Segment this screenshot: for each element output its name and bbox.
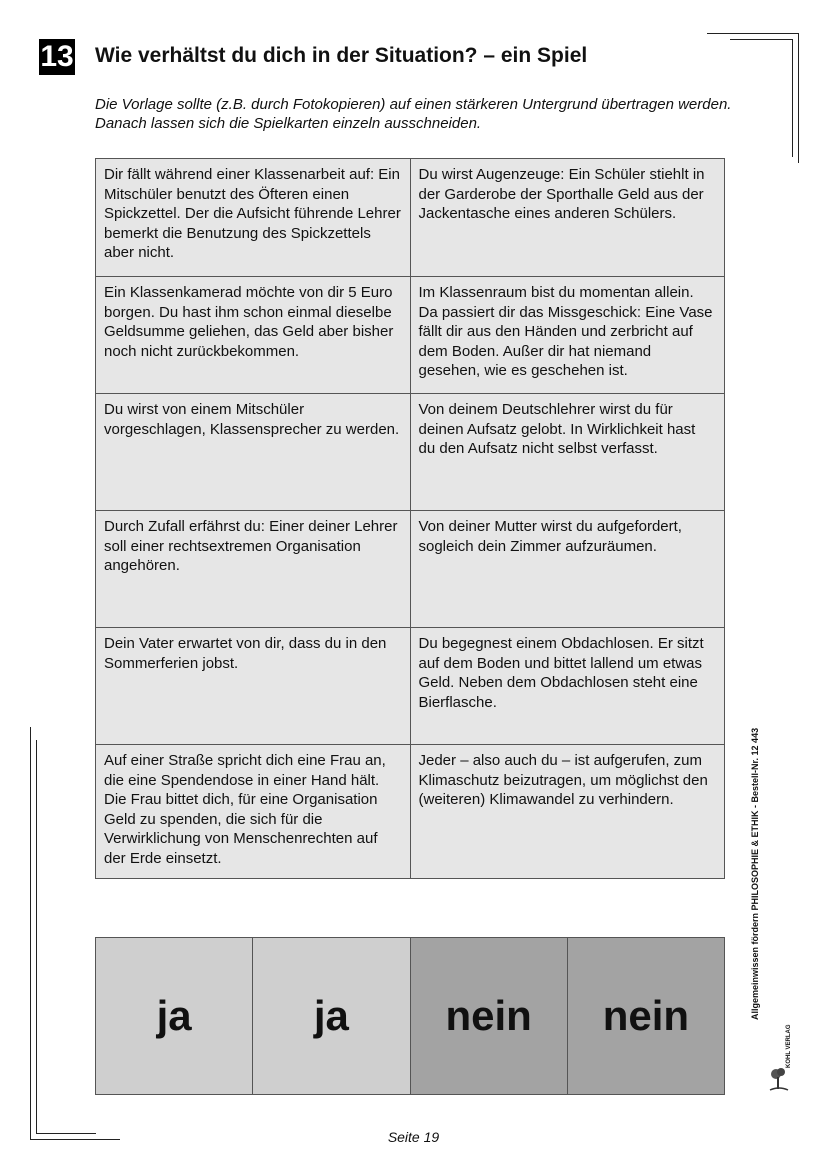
game-card: Von deinem Deutschlehrer wirst du für deinen Aufsatz gelobt. In Wirklichkeit hast du den Aufsatz nicht selbst verfasst. [410,394,725,511]
game-card: Im Klassenraum bist du momentan allein. Da passiert dir das Missgeschick: Eine Vase fällt dir aus den Händen und zerbricht auf dem Boden. Außer dir hat niemand gesehen, wie es geschehen ist. [410,277,725,394]
table-row [96,745,725,879]
answer-card-ja-2: ja [253,938,410,1094]
publisher-logo [768,1066,790,1094]
game-card: Dein Vater erwartet von dir, dass du in den Sommerferien jobst. [96,628,411,745]
game-card: Durch Zufall erfährst du: Einer deiner Lehrer soll einer rechtsextremen Organisation angehören. [96,511,411,628]
answer-card-ja-1: ja [96,938,253,1094]
side-order-text: Allgemeinwissen fördern PHILOSOPHIE & ETHIK - Bestell-Nr. 12 443 [750,727,760,1020]
frame-top-line-inner [730,39,792,40]
table-row [96,394,725,511]
game-card: Du begegnest einem Obdachlosen. Er sitzt auf dem Boden und bittet lallend um etwas Geld. Neben dem Obdachlosen steht eine Bierflasche. [410,628,725,745]
answer-card-nein-2: nein [568,938,724,1094]
exercise-number: 13 [40,40,74,73]
game-card: Du wirst von einem Mitschüler vorgeschlagen, Klassensprecher zu werden. [96,394,411,511]
game-card: Ein Klassenkamerad möchte von dir 5 Euro borgen. Du hast ihm schon einmal dieselbe Geldsumme geliehen, das Geld aber bisher noch nicht zurückbekommen. [96,277,411,394]
game-card: Auf einer Straße spricht dich eine Frau an, die eine Spendendose in einer Hand hält. Die Frau bittet dich, für eine Organisation Geld zu spenden, die sich für die Verwirklichung von Menschenrechten auf der Erde einsetzt. [96,745,411,879]
publisher-name: KOHL VERLAG [786,1024,792,1068]
game-card: Dir fällt während einer Klassenarbeit auf: Ein Mitschüler benutzt des Öfteren einen Spickzettel. Der die Aufsicht führende Lehrer bemerkt die Benutzung des Spickzettels aber nicht. [96,159,411,277]
page-number: Seite 19 [387,1129,440,1145]
frame-right-line [798,33,799,163]
intro-text: Die Vorlage sollte (z.B. durch Fotokopieren) auf einen stärkeren Untergrund übertragen werden. Danach lassen sich die Spielkarten einzeln ausschneiden. [95,96,732,132]
game-cards-table [95,158,725,879]
table-row [96,277,725,394]
answer-card-nein-1: nein [411,938,568,1094]
game-card: Von deiner Mutter wirst du aufgefordert, sogleich dein Zimmer aufzuräumen. [410,511,725,628]
answer-cards [95,937,725,1095]
frame-left-line [30,727,31,1139]
table-row [96,628,725,745]
game-card: Jeder – also auch du – ist aufgerufen, zum Klimaschutz beizutragen, um möglichst den (weiteren) Klimawandel zu verhindern. [410,745,725,879]
frame-left-line-inner [36,740,37,1133]
table-row [96,511,725,628]
frame-right-line-inner [792,39,793,157]
frame-top-line [707,33,799,34]
table-row [96,159,725,277]
page-title: Wie verhältst du dich in der Situation? – ein Spiel [95,44,588,67]
game-card: Du wirst Augenzeuge: Ein Schüler stiehlt in der Garderobe der Sporthalle Geld aus der Jackentasche eines anderen Schülers. [410,159,725,277]
